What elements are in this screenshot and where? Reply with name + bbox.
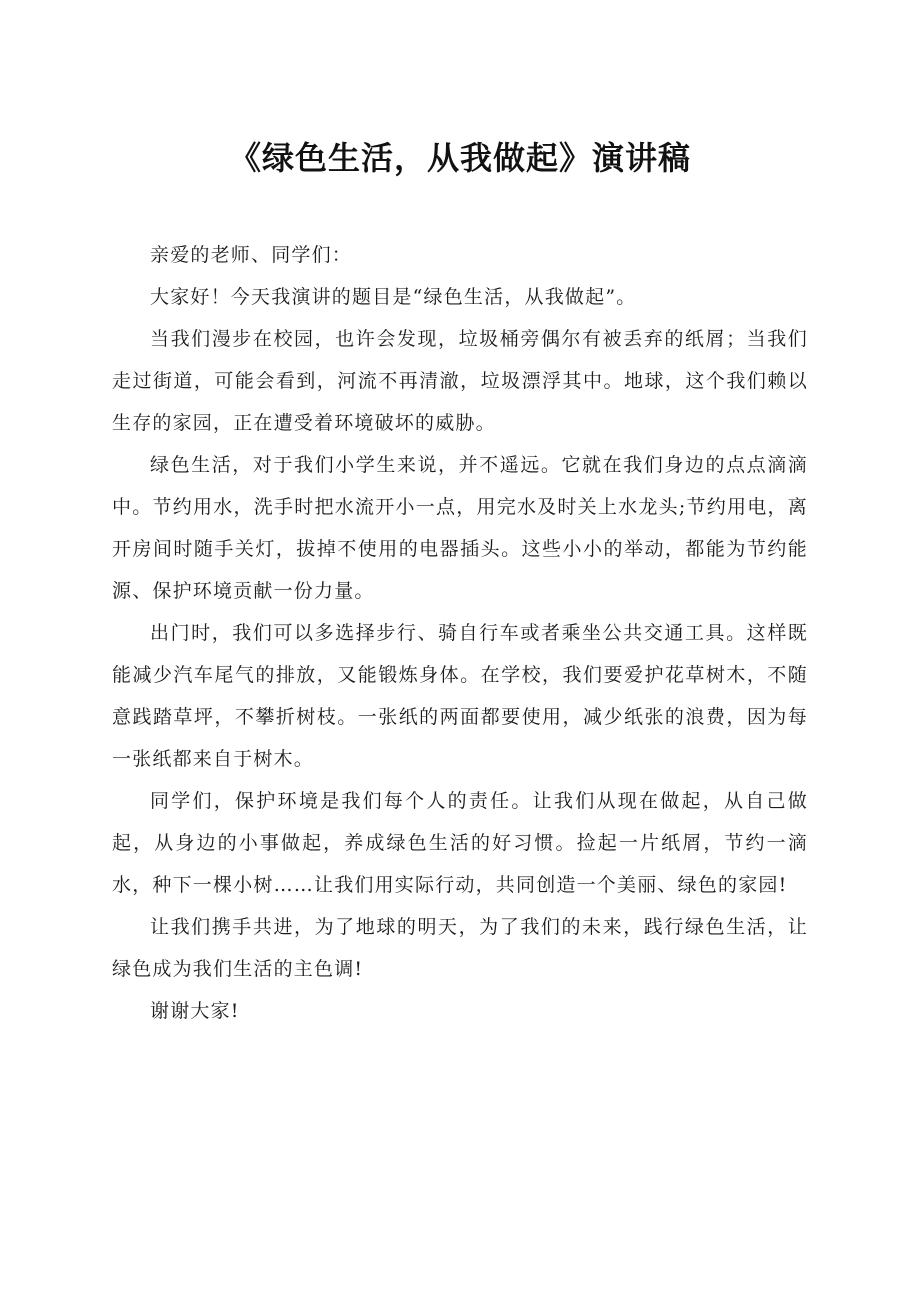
body-paragraph-call-to-action: 让我们携手共进，为了地球的明天，为了我们的未来，践行绿色生活，让绿色成为我们生活的主色调! [112, 916, 808, 980]
page-title: 《绿色生活，从我做起》演讲稿 [228, 139, 691, 177]
salutation-paragraph: 亲爱的老师、同学们： [150, 244, 353, 266]
closing-paragraph: 谢谢大家! [150, 1000, 240, 1022]
body-paragraph-campus: 当我们漫步在校园，也许会发现，垃圾桶旁偶尔有被丢弃的纸屑；当我们走过街道，可能会看到，河流不再清澈，垃圾漂浮其中。地球，这个我们赖以生存的家园，正在遭受着环境破坏的威胁。 [112, 328, 808, 434]
body-paragraph-travel: 出门时，我们可以多选择步行、骑自行车或者乘坐公共交通工具。这样既能减少汽车尾气的排放，又能锻炼身体。在学校，我们要爱护花草树木，不随意践踏草坪，不攀折树枝。一张纸的两面都要使用，减少纸张的浪费，因为每一张纸都来自于树木。 [112, 622, 808, 770]
greeting-paragraph: 大家好！今天我演讲的题目是“绿色生活，从我做起”。 [150, 286, 637, 308]
speech-body [112, 234, 808, 1032]
body-paragraph-daily-life: 绿色生活，对于我们小学生来说，并不遥远。它就在我们身边的点点滴滴中。节约用水，洗手时把水流开小一点，用完水及时关上水龙头;节约用电，离开房间时随手关灯，拔掉不使用的电器插头。这些小小的举动，都能为节约能源、保护环境贡献一份力量。 [112, 454, 808, 602]
body-paragraph-responsibility: 同学们，保护环境是我们每个人的责任。让我们从现在做起，从自己做起，从身边的小事做起，养成绿色生活的好习惯。捡起一片纸屑，节约一滴水，种下一棵小树……让我们用实际行动，共同创造一个美丽、绿色的家园! [112, 790, 808, 896]
